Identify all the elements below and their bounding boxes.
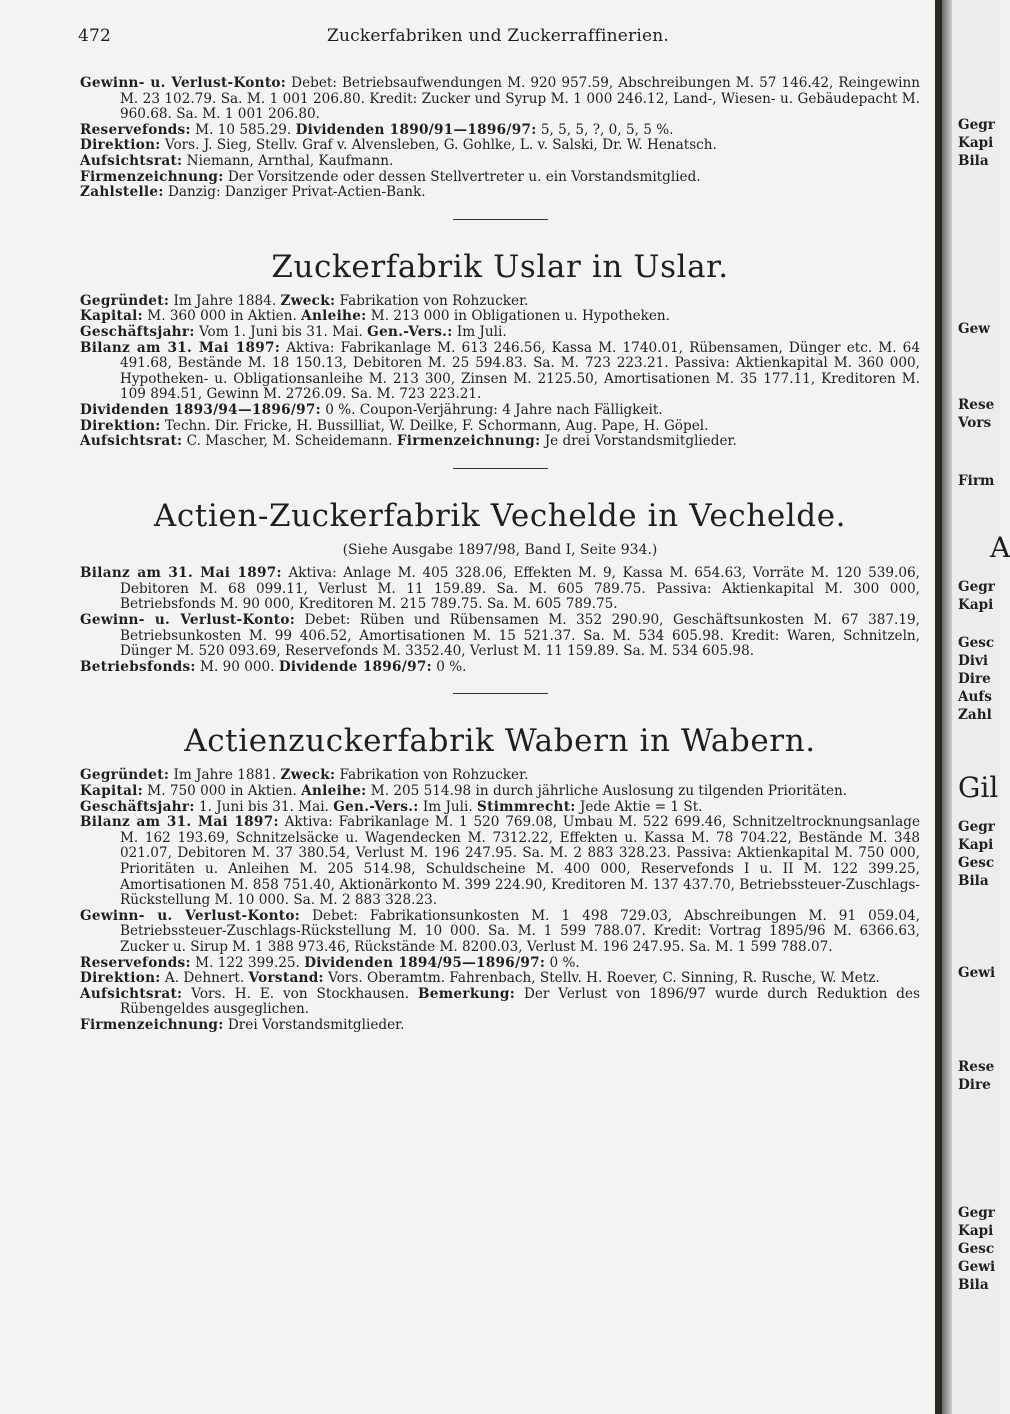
entry-text: Der Verlust von 1896/97 wurde durch Reduktion des Rübengeldes ausgeglichen. bbox=[120, 985, 920, 1018]
fragment-text: Gegr bbox=[958, 1205, 995, 1221]
fragment-text: Gewi bbox=[958, 965, 996, 981]
entry-text: 0 %. bbox=[431, 658, 467, 675]
entry-text: 0 %. Coupon-Verjährung: 4 Jahre nach Fälligkeit. bbox=[320, 401, 663, 418]
entry-label: Direktion: bbox=[80, 970, 161, 987]
entry-text: Fabrikation von Rohzucker. bbox=[335, 767, 529, 784]
entry-label: Kapital: bbox=[80, 783, 143, 800]
company-wabern bbox=[80, 722, 920, 1033]
entry-text: A. Dehnert. bbox=[160, 970, 249, 987]
gegruendet-entry bbox=[80, 294, 920, 310]
fragment-text: Gesc bbox=[958, 635, 995, 651]
company-title: Actienzuckerfabrik Wabern in Wabern. bbox=[184, 723, 816, 760]
entry-text: Aktiva: Anlage M. 405 328.06, Effekten M. 9, Kassa M. 654.63, Vorräte M. 120 539.06, Debitoren M. 68 099.11, Verlust M. 11 159.89. Sa. M. 605 789.75. Passiva: Aktienkapital M. 300 000, Betriebsfonds M. 90 000, Kreditoren M. 215 789.75. Sa. M. 605 789.75. bbox=[120, 565, 920, 613]
binding-shadow bbox=[942, 0, 952, 1414]
entry-text: Drei Vorstandsmitglieder. bbox=[223, 1016, 405, 1033]
entry-text: M. 205 514.98 in durch jährliche Auslosung zu tilgenden Prioritäten. bbox=[366, 783, 848, 800]
entry-text: M. 10 585.29. bbox=[190, 121, 296, 138]
entry-text: Aktiva: Fabrikanlage M. 1 520 769.08, Umbau M. 522 699.46, Schnitzeltrocknungsanlage M. 162 193.69, Schnitzelsäcke u. Wagendecken M. 7312.22, Effekten u. Kassa M. 78 704.22, Bestände M. 348 021.07, Debitoren M. 37 380.54, Verlust M. 196 247.95. Sa. M. 2 883 328.23. Passiva: Aktienkapital M. 750 000, Prioritäten u. Anleihen M. 205 514.98, Schuldscheine M. 400 000, Reservefonds I u. II M. 122 399.25, Amortisationen M. 858 751.40, Aktionärkonto M. 399 224.90, Kreditoren M. 137 437.70, Betriebssteuer-Zuschlags-Rückstellung M. 10 000. Sa. M. 2 883 328.23. bbox=[120, 814, 920, 909]
company-vechelde bbox=[80, 497, 920, 676]
kapital-entry bbox=[80, 784, 920, 800]
entry-text: Im Juli. bbox=[452, 323, 507, 340]
company-title: Actien-Zuckerfabrik Vechelde in Vechelde. bbox=[153, 497, 847, 534]
entry-label: Zahlstelle: bbox=[80, 184, 164, 201]
fragment-text: Aufs bbox=[958, 689, 992, 705]
entry-label: Geschäftsjahr: bbox=[80, 323, 195, 340]
entry-text: Vors. H. E. von Stockhausen. bbox=[182, 985, 418, 1002]
entry-text: 5, 5, 5, ?, 0, 5, 5 %. bbox=[536, 121, 674, 138]
entry-text: M. 122 399.25. bbox=[190, 954, 305, 971]
fragment-text: Gegr bbox=[958, 579, 995, 595]
entry-text: Je drei Vorstandsmitglieder. bbox=[540, 433, 737, 450]
entry-label: Dividenden 1890/91—1896/97: bbox=[295, 121, 537, 138]
entry-label: Bilanz am 31. Mai 1897: bbox=[80, 814, 279, 831]
aufsichtsrat-entry bbox=[80, 434, 920, 450]
adjacent-page-fragment bbox=[952, 0, 1010, 1414]
entry-text: Danzig: Danziger Privat-Actien-Bank. bbox=[163, 184, 426, 201]
entry-label: Gegründet: bbox=[80, 292, 170, 309]
fragment-text: Vors bbox=[958, 415, 992, 431]
entry-label: Gewinn- u. Verlust-Konto: bbox=[80, 75, 287, 91]
aufsichtsrat-entry bbox=[80, 154, 920, 170]
entry-label: Dividenden 1893/94—1896/97: bbox=[80, 401, 321, 418]
fragment-text: Divi bbox=[958, 653, 989, 669]
bilanz-entry bbox=[80, 815, 920, 909]
entry-label: Geschäftsjahr: bbox=[80, 798, 195, 815]
fragment-text: Kapi bbox=[958, 135, 994, 151]
fragment-text: Gegr bbox=[958, 117, 995, 133]
entry-label: Reservefonds: bbox=[80, 121, 191, 138]
entry-label: Anleihe: bbox=[301, 308, 367, 325]
company-uslar bbox=[80, 248, 920, 450]
reserve-dividend-entry bbox=[80, 123, 920, 139]
kapital-entry bbox=[80, 309, 920, 325]
firmenzeichnung-entry bbox=[80, 170, 920, 186]
entry-label: Stimmrecht: bbox=[477, 798, 576, 815]
entry-label: Zweck: bbox=[280, 292, 336, 309]
entry-text: 1. Juni bis 31. Mai. bbox=[194, 798, 334, 815]
geschaeftsjahr-entry bbox=[80, 325, 920, 341]
entry-text: Debet: Betriebsaufwendungen M. 920 957.59, Abschreibungen M. 57 146.42, Reingewinn M. 23 102.79. Sa. M. 1 001 206.80. Kredit: Zucker und Syrup M. 1 000 246.12, Land-, Wiesen- u. Gebäudepacht M. 960.68. Sa. M. 1 001 206.80. bbox=[120, 75, 920, 123]
fragment-text: Firm bbox=[958, 473, 995, 489]
entry-label: Gewinn- u. Verlust-Konto: bbox=[80, 612, 296, 629]
entry-label: Direktion: bbox=[80, 417, 161, 434]
fragment-text: Rese bbox=[958, 397, 995, 413]
reference-note: (Siehe Ausgabe 1897/98, Band I, Seite 934.) bbox=[342, 541, 658, 558]
entry-text: Niemann, Arnthal, Kaufmann. bbox=[182, 152, 394, 169]
entry-label: Firmenzeichnung: bbox=[80, 1016, 224, 1033]
fragment-text: Zahl bbox=[958, 707, 992, 723]
entry-text: M. 90 000. bbox=[195, 658, 279, 675]
gewinn-verlust-entry bbox=[80, 613, 920, 660]
entry-label: Direktion: bbox=[80, 137, 161, 154]
direktion-vorstand-entry bbox=[80, 971, 920, 987]
entry-text: M. 213 000 in Obligationen u. Hypotheken. bbox=[366, 308, 670, 325]
entry-label: Bilanz am 31. Mai 1897: bbox=[80, 339, 281, 356]
section-divider bbox=[453, 468, 548, 469]
zahlstelle-entry bbox=[80, 185, 920, 201]
entry-label: Zweck: bbox=[280, 767, 336, 784]
entry-text: Aktiva: Fabrikanlage M. 613 246.56, Kassa M. 1740.01, Rübensamen, Dünger etc. M. 64 491.68, Bestände M. 18 150.13, Debitoren M. 25 594.83. Sa. M. 723 223.21. Passiva: Aktienkapital M. 360 000, Hypotheken- u. Obligationsanleihe M. 213 300, Zinsen M. 2125.50, Amortisationen M. 35 177.11, Kreditoren M. 109 894.51, Gewinn M. 2726.09. Sa. M. 723 223.21. bbox=[120, 339, 920, 403]
entry-text: Jede Aktie = 1 St. bbox=[575, 798, 703, 815]
entry-text: M. 360 000 in Aktien. bbox=[142, 308, 302, 325]
entry-text: Vom 1. Juni bis 31. Mai. bbox=[194, 323, 368, 340]
entry-label: Dividenden 1894/95—1896/97: bbox=[304, 954, 546, 971]
entry-label: Reservefonds: bbox=[80, 954, 191, 971]
fragment-text: Gesc bbox=[958, 1241, 995, 1257]
entry-label: Aufsichtsrat: bbox=[80, 152, 183, 169]
page-content bbox=[80, 76, 920, 1034]
fragment-text: Kapi bbox=[958, 1223, 994, 1239]
entry-label: Gewinn- u. Verlust-Konto: bbox=[80, 907, 301, 924]
betriebsfonds-entry bbox=[80, 660, 920, 676]
entry-text: 0 %. bbox=[545, 954, 580, 971]
entry-text: Der Vorsitzende oder dessen Stellvertreter u. ein Vorstandsmitglied. bbox=[223, 168, 701, 185]
entry-label: Gegründet: bbox=[80, 767, 170, 784]
fragment-text: Dire bbox=[958, 671, 991, 687]
fragment-text: Bila bbox=[958, 153, 989, 169]
entry-text: Techn. Dir. Fricke, H. Bussilliat, W. Deilke, F. Schormann, Aug. Pape, H. Göpel. bbox=[160, 417, 709, 434]
entry-label: Gen.-Vers.: bbox=[367, 323, 453, 340]
entry-text: Im Juli. bbox=[418, 798, 477, 815]
fragment-text: Gewi bbox=[958, 1259, 996, 1275]
fragment-text: Dire bbox=[958, 1077, 991, 1093]
bilanz-entry bbox=[80, 566, 920, 613]
entry-label: Anleihe: bbox=[301, 783, 367, 800]
firmenzeichnung-entry bbox=[80, 1018, 920, 1034]
entry-label: Vorstand: bbox=[248, 970, 324, 987]
entry-label: Firmenzeichnung: bbox=[396, 433, 541, 450]
gewinn-verlust-entry bbox=[80, 76, 920, 123]
entry-label: Kapital: bbox=[80, 308, 143, 325]
fragment-text: Bila bbox=[958, 1277, 989, 1293]
entry-label: Betriebsfonds: bbox=[80, 658, 196, 675]
entry-text: Im Jahre 1884. bbox=[169, 292, 281, 309]
reserve-dividend-entry bbox=[80, 956, 920, 972]
entry-label: Gen.-Vers.: bbox=[333, 798, 419, 815]
gewinn-verlust-entry bbox=[80, 909, 920, 956]
entry-label: Aufsichtsrat: bbox=[80, 433, 183, 450]
company-title: Zuckerfabrik Uslar in Uslar. bbox=[271, 248, 729, 285]
entry-text: Im Jahre 1881. bbox=[169, 767, 281, 784]
entry-label: Bilanz am 31. Mai 1897: bbox=[80, 565, 282, 582]
geschaeftsjahr-entry bbox=[80, 800, 920, 816]
page-number: 472 bbox=[78, 26, 112, 46]
entry-label: Dividende 1896/97: bbox=[278, 658, 432, 675]
entry-text: M. 750 000 in Aktien. bbox=[142, 783, 302, 800]
dividenden-entry bbox=[80, 403, 920, 419]
entry-text: Fabrikation von Rohzucker. bbox=[335, 292, 529, 309]
fragment-text: Kapi bbox=[958, 597, 994, 613]
bilanz-entry bbox=[80, 341, 920, 403]
entry-text: Debet: Rüben und Rübensamen M. 352 290.90, Geschäftsunkosten M. 67 387.19, Betriebsunkosten M. 99 406.52, Amortisationen M. 15 521.37. Sa. M. 534 605.98. Kredit: Waren, Schnitzeln, Dünger M. 520 093.69, Reservefonds M. 3352.40, Verlust M. 11 159.89. Sa. M. 534 605.98. bbox=[120, 612, 920, 660]
entry-label: Aufsichtsrat: bbox=[80, 985, 183, 1002]
entry-label: Firmenzeichnung: bbox=[80, 168, 224, 185]
fragment-text: Gew bbox=[958, 321, 990, 337]
running-title: Zuckerfabriken und Zuckerraffinerien. bbox=[327, 26, 669, 46]
entry-text: Debet: Fabrikationsunkosten M. 1 498 729.03, Abschreibungen M. 91 059.04, Betriebssteuer-Zuschlags-Rückstellung M. 10 000. Sa. M. 1 599 788.07. Kredit: Vortrag 1895/96 M. 6366.63, Zucker u. Sirup M. 1 388 973.46, Rückstände M. 8200.03, Verlust M. 196 247.95. Sa. M. 1 599 788.07. bbox=[120, 907, 920, 955]
fragment-text: Gesc bbox=[958, 855, 995, 871]
entry-text: C. Mascher, M. Scheidemann. bbox=[182, 433, 397, 450]
fragment-text: A bbox=[990, 531, 1010, 564]
entry-label: Bemerkung: bbox=[417, 985, 516, 1002]
section-divider bbox=[453, 693, 548, 694]
entry-text: Vors. J. Sieg, Stellv. Graf v. Alvensleben, G. Gohlke, L. v. Salski, Dr. W. Henatsch. bbox=[160, 137, 717, 154]
fragment-text: Rese bbox=[958, 1059, 995, 1075]
aufsichtsrat-entry bbox=[80, 987, 920, 1018]
direktion-entry bbox=[80, 419, 920, 435]
fragment-text: Gegr bbox=[958, 819, 995, 835]
previous-company-section bbox=[80, 76, 920, 201]
binding-gutter bbox=[935, 0, 942, 1414]
entry-text: Vors. Oberamtm. Fahrenbach, Stellv. H. Roever, C. Sinning, R. Rusche, W. Metz. bbox=[323, 970, 880, 987]
fragment-text: Kapi bbox=[958, 837, 994, 853]
fragment-text: Bila bbox=[958, 873, 989, 889]
fragment-text: Gil bbox=[958, 771, 999, 804]
section-divider bbox=[453, 219, 548, 220]
gegruendet-entry bbox=[80, 768, 920, 784]
direktion-entry bbox=[80, 138, 920, 154]
